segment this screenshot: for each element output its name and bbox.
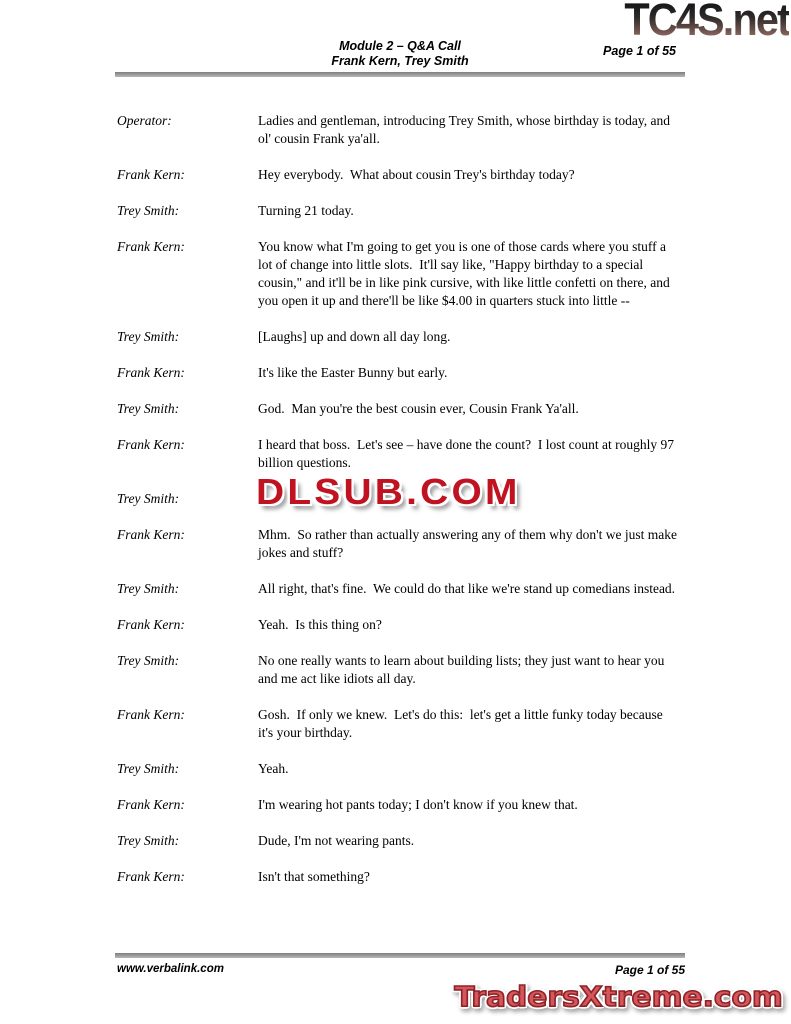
dlsub-watermark-logo: DLSUB.COM [256, 471, 521, 512]
dialogue-text: Yeah. Is this thing on? [258, 617, 382, 632]
dialogue-text: God. Man you're the best cousin ever, Cousin Frank Ya'all. [258, 401, 579, 416]
speaker-label: Trey Smith: [117, 653, 180, 668]
speakers-subtitle: Frank Kern, Trey Smith [331, 54, 469, 68]
tc4s-site-logo: TC4S.net [624, 0, 789, 42]
speaker-label: Trey Smith: [117, 491, 180, 506]
speaker-label: Trey Smith: [117, 581, 180, 596]
speaker-label: Operator: [117, 113, 172, 128]
dialogue-text: I'm wearing hot pants today; I don't know if you knew that. [258, 797, 578, 812]
transcript-row [117, 238, 677, 310]
speaker-label: Frank Kern: [117, 437, 185, 452]
speaker-label: Frank Kern: [117, 797, 185, 812]
transcript-row [117, 112, 677, 148]
header-page-number: Page 1 of 55 [603, 44, 676, 58]
speaker-label: Trey Smith: [117, 761, 180, 776]
dialogue-text: Mhm. So rather than actually answering any of them why don't we just make jokes and stuff? [258, 527, 681, 560]
dialogue-text: Ladies and gentleman, introducing Trey Smith, whose birthday is today, and ol' cousin Frank ya'all. [258, 113, 674, 146]
dialogue-text: Yeah. [258, 761, 289, 776]
transcript-row [117, 364, 677, 382]
speaker-label: Frank Kern: [117, 365, 185, 380]
speaker-label: Frank Kern: [117, 707, 185, 722]
speaker-label: Frank Kern: [117, 167, 185, 182]
dialogue-text: Gosh. If only we knew. Let's do this: let's get a little funky today because it's your birthday. [258, 707, 667, 740]
transcript-row [117, 796, 677, 814]
speaker-label: Frank Kern: [117, 869, 185, 884]
speaker-label: Trey Smith: [117, 833, 180, 848]
transcript-row [117, 202, 677, 220]
footer-page-number: Page 1 of 55 [614, 963, 685, 977]
transcript-row [117, 652, 677, 688]
transcript-row [117, 832, 677, 850]
tradersxtreme-logo: TradersXtreme.com [454, 980, 783, 1013]
module-title: Module 2 – Q&A Call [339, 39, 461, 53]
transcript-row [117, 400, 677, 418]
footer-website: www.verbalink.com [117, 963, 224, 975]
transcript-row [117, 328, 677, 346]
dialogue-text: All right, that's fine. We could do that like we're stand up comedians instead. [258, 581, 676, 596]
transcript-body [117, 112, 681, 904]
speaker-label: Trey Smith: [117, 203, 180, 218]
transcript-row [117, 166, 677, 184]
dialogue-text: No one really wants to learn about building lists; they just want to hear you and me act like idiots all day. [258, 653, 668, 686]
dialogue-text: I heard that boss. Let's see – have done the count? I lost count at roughly 97 billion questions. [258, 437, 678, 470]
dialogue-text: Turning 21 today. [258, 203, 354, 218]
transcript-row [117, 868, 677, 886]
speaker-label: Frank Kern: [117, 617, 185, 632]
transcript-row [117, 526, 681, 562]
footer-divider [115, 953, 685, 958]
speaker-label: Frank Kern: [117, 527, 185, 542]
dialogue-text: Isn't that something? [258, 869, 370, 884]
transcript-row [117, 706, 677, 742]
dialogue-text: Hey everybody. What about cousin Trey's birthday today? [258, 167, 575, 182]
header-divider [115, 72, 685, 77]
transcript-row [117, 616, 677, 634]
transcript-row [117, 580, 677, 598]
dialogue-text: Dude, I'm not wearing pants. [258, 833, 415, 848]
dialogue-text: You know what I'm going to get you is one of those cards where you stuff a lot of change into little slots. It'll say like, "Happy birthday to a special cousin," and it'll be in like pink cursive, with like little confetti on there, and you open it up and there'll be like $4.00 in quarters stuck into little -- [258, 239, 674, 308]
speaker-label: Trey Smith: [117, 401, 180, 416]
document-header [115, 39, 685, 69]
transcript-row [117, 471, 677, 512]
speaker-label: Trey Smith: [117, 329, 180, 344]
speaker-label: Frank Kern: [117, 239, 185, 254]
transcript-row [117, 760, 677, 778]
dialogue-text: It's like the Easter Bunny but early. [258, 365, 448, 380]
transcript-row [117, 436, 677, 472]
dialogue-text: [Laughs] up and down all day long. [258, 329, 451, 344]
